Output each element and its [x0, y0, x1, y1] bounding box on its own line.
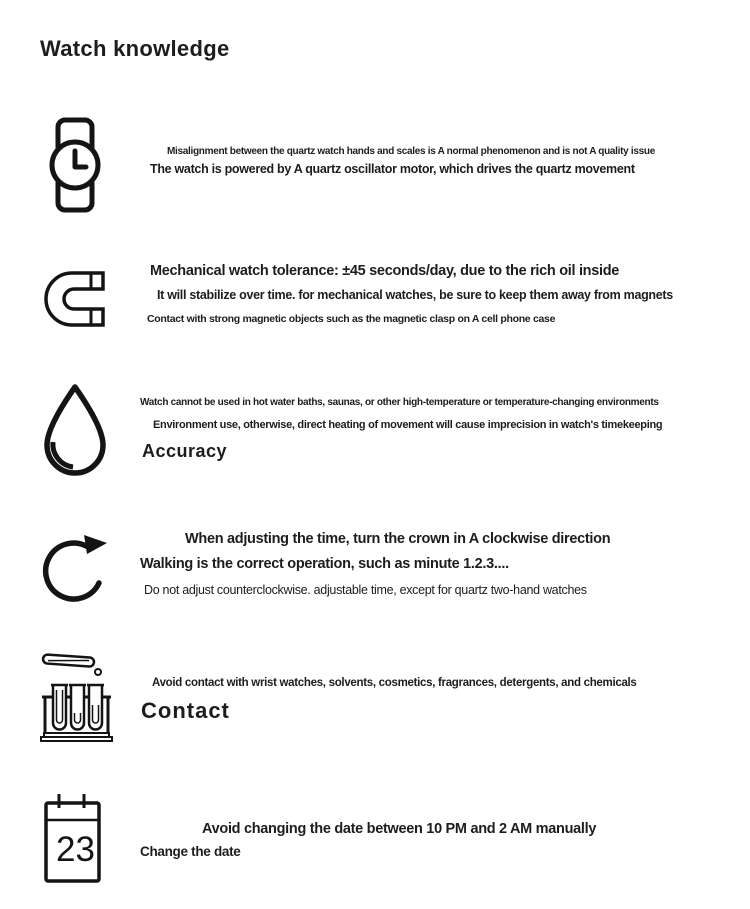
magnet-contact-note: Contact with strong magnetic objects such as the magnetic clasp on A cell phone case [147, 313, 556, 325]
correct-operation-text: Walking is the correct operation, such as minute 1.2.3.... [140, 556, 509, 572]
clockwise-rotation-icon [42, 526, 109, 608]
accuracy-heading: Accuracy [142, 441, 228, 461]
wristwatch-icon [48, 117, 102, 213]
chemicals-warning-text: Avoid contact with wrist watches, solvents, cosmetics, fragrances, detergents, and chemicals [152, 677, 637, 689]
contact-heading: Contact [141, 698, 230, 723]
heating-warning-text: Environment use, otherwise, direct heating of movement will cause imprecision in watch's timekeeping [153, 419, 663, 431]
water-drop-icon [40, 382, 110, 478]
counterclockwise-warning-note: Do not adjust counterclockwise. adjustable time, except for quartz two-hand watches [144, 583, 587, 597]
crown-direction-headline: When adjusting the time, turn the crown in A clockwise direction [185, 531, 611, 547]
tolerance-headline: Mechanical watch tolerance: ±45 seconds/day, due to the rich oil inside [150, 263, 620, 279]
page-title: Watch knowledge [40, 36, 230, 61]
date-change-headline: Avoid changing the date between 10 PM and 2 AM manually [202, 821, 597, 837]
calendar-day-number: 23 [56, 830, 95, 869]
hot-water-note: Watch cannot be used in hot water baths, saunas, or other high-temperature or temperature-changing environments [140, 397, 659, 408]
quartz-misalignment-note: Misalignment between the quartz watch hands and scales is A normal phenomenon and is not A quality issue [167, 146, 655, 157]
quartz-movement-text: The watch is powered by A quartz oscillator motor, which drives the quartz movement [150, 162, 635, 176]
test-tubes-icon [40, 650, 113, 743]
change-date-heading: Change the date [140, 844, 241, 859]
magnet-warning-text: It will stabilize over time. for mechanical watches, be sure to keep them away from magnets [157, 288, 673, 302]
magnet-icon [44, 268, 106, 330]
